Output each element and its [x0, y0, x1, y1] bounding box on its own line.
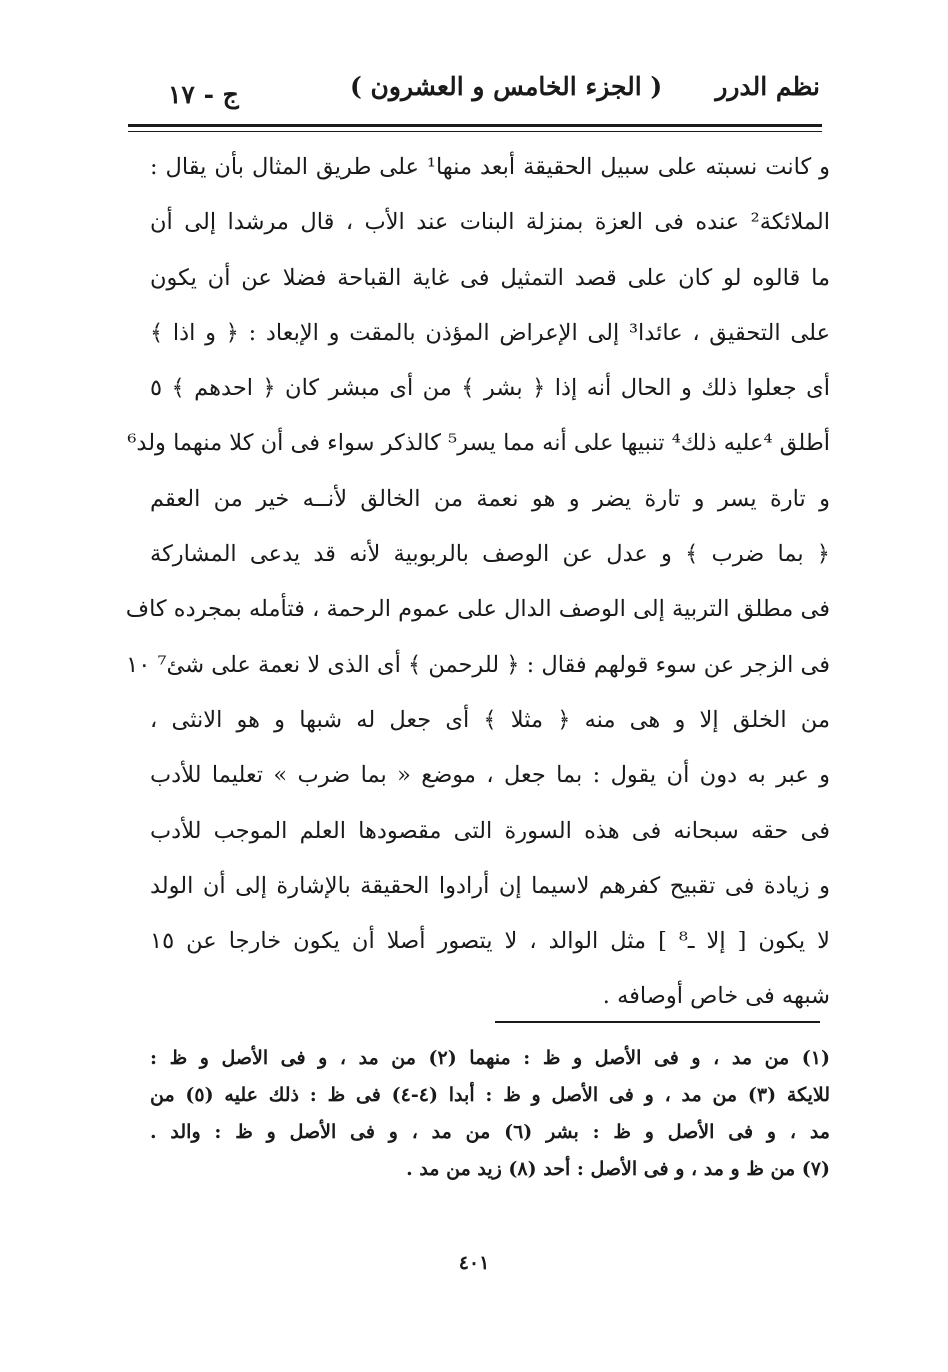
text-line: فى مطلق التربية إلى الوصف الدال على عموم الرحمة ، فتأمله بمجرده كاف: [125, 596, 830, 623]
text-line: و عبر به دون أن يقول : بما جعل ، موضع « بما ضرب » تعليما للأدب: [150, 762, 830, 789]
footnote-rule: [495, 1021, 820, 1023]
part-title: ( الجزء الخامس و العشرون ): [350, 72, 663, 101]
volume-label: ج - ١٧: [168, 80, 239, 109]
header-rule-thin: [128, 131, 822, 132]
text-line: شبهه فى خاص أوصافه .: [602, 983, 830, 1010]
text-line: ما قالوه لو كان على قصد التمثيل فى غاية القباحة فضلا عن أن يكون: [150, 264, 830, 291]
text-line: و كانت نسبته على سبيل الحقيقة أبعد منها¹ على طريق المثال بأن يقال :: [150, 154, 830, 180]
footnotes: [150, 1040, 830, 1188]
book-title: نظم الدرر: [715, 72, 820, 101]
page-number: ٤٠١: [458, 1252, 490, 1274]
footnote-line: (٧) من ظ و مد ، و فى الأصل : أحد (٨) زيد من مد .: [406, 1158, 830, 1180]
main-text: [125, 140, 830, 1025]
header-rule-thick: [128, 124, 822, 127]
footnote-line: مد ، و فى الأصل و ظ : بشر (٦) من مد ، و فى الأصل و ظ : والد .: [150, 1121, 830, 1143]
footnote-line: للايكة (٣) من مد ، و فى الأصل و ظ : أبدا (٤-٤) فى ظ : ذلك عليه (٥) من: [150, 1084, 830, 1106]
footnote-line: (١) من مد ، و فى الأصل و ظ : منهما (٢) من مد ، و فى الأصل و ظ :: [150, 1047, 830, 1069]
text-line: و تارة يسر و تارة يضر و هو نعمة من الخالق لأنــه خير من العقم: [150, 485, 830, 512]
text-line: فى الزجر عن سوء قولهم فقال : ﴿ للرحمن ﴾ أى الذى لا نعمة على شئ⁷ ١٠: [126, 651, 830, 678]
text-line: ﴿ بما ضرب ﴾ و عدل عن الوصف بالربوبية لأنه قد يدعى المشاركة: [150, 541, 830, 568]
text-line: فى حقه سبحانه فى هذه السورة التى مقصودها العلم الموجب للأدب: [150, 817, 830, 844]
text-line: على التحقيق ، عائدا³ إلى الإعراض المؤذن بالمقت و الإبعاد : ﴿ و اذا ﴾: [150, 319, 830, 346]
text-line: لا يكون [ إلا ـ⁸ ] مثل الوالد ، لا يتصور أصلا أن يكون خارجا عن ١٥: [150, 928, 830, 955]
text-line: أى جعلوا ذلك و الحال أنه إذا ﴿ بشر ﴾ من أى مبشر كان ﴿ احدهم ﴾ ٥: [150, 375, 830, 402]
text-line: من الخلق إلا و هى منه ﴿ مثلا ﴾ أى جعل له شبها و هو الانثى ،: [150, 706, 830, 733]
page-header: [120, 66, 820, 116]
text-line: و زيادة فى تقبيح كفرهم لاسيما إن أرادوا الحقيقة بالإشارة إلى أن الولد: [150, 872, 830, 899]
text-line: أطلق ⁴عليه ذلك⁴ تنبيها على أنه مما يسر⁵ كالذكر سواء فى أن كلا منهما ولد⁶: [127, 430, 830, 457]
text-line: الملائكة² عنده فى العزة بمنزلة البنات عند الأب ، قال مرشدا إلى أن: [150, 209, 830, 236]
